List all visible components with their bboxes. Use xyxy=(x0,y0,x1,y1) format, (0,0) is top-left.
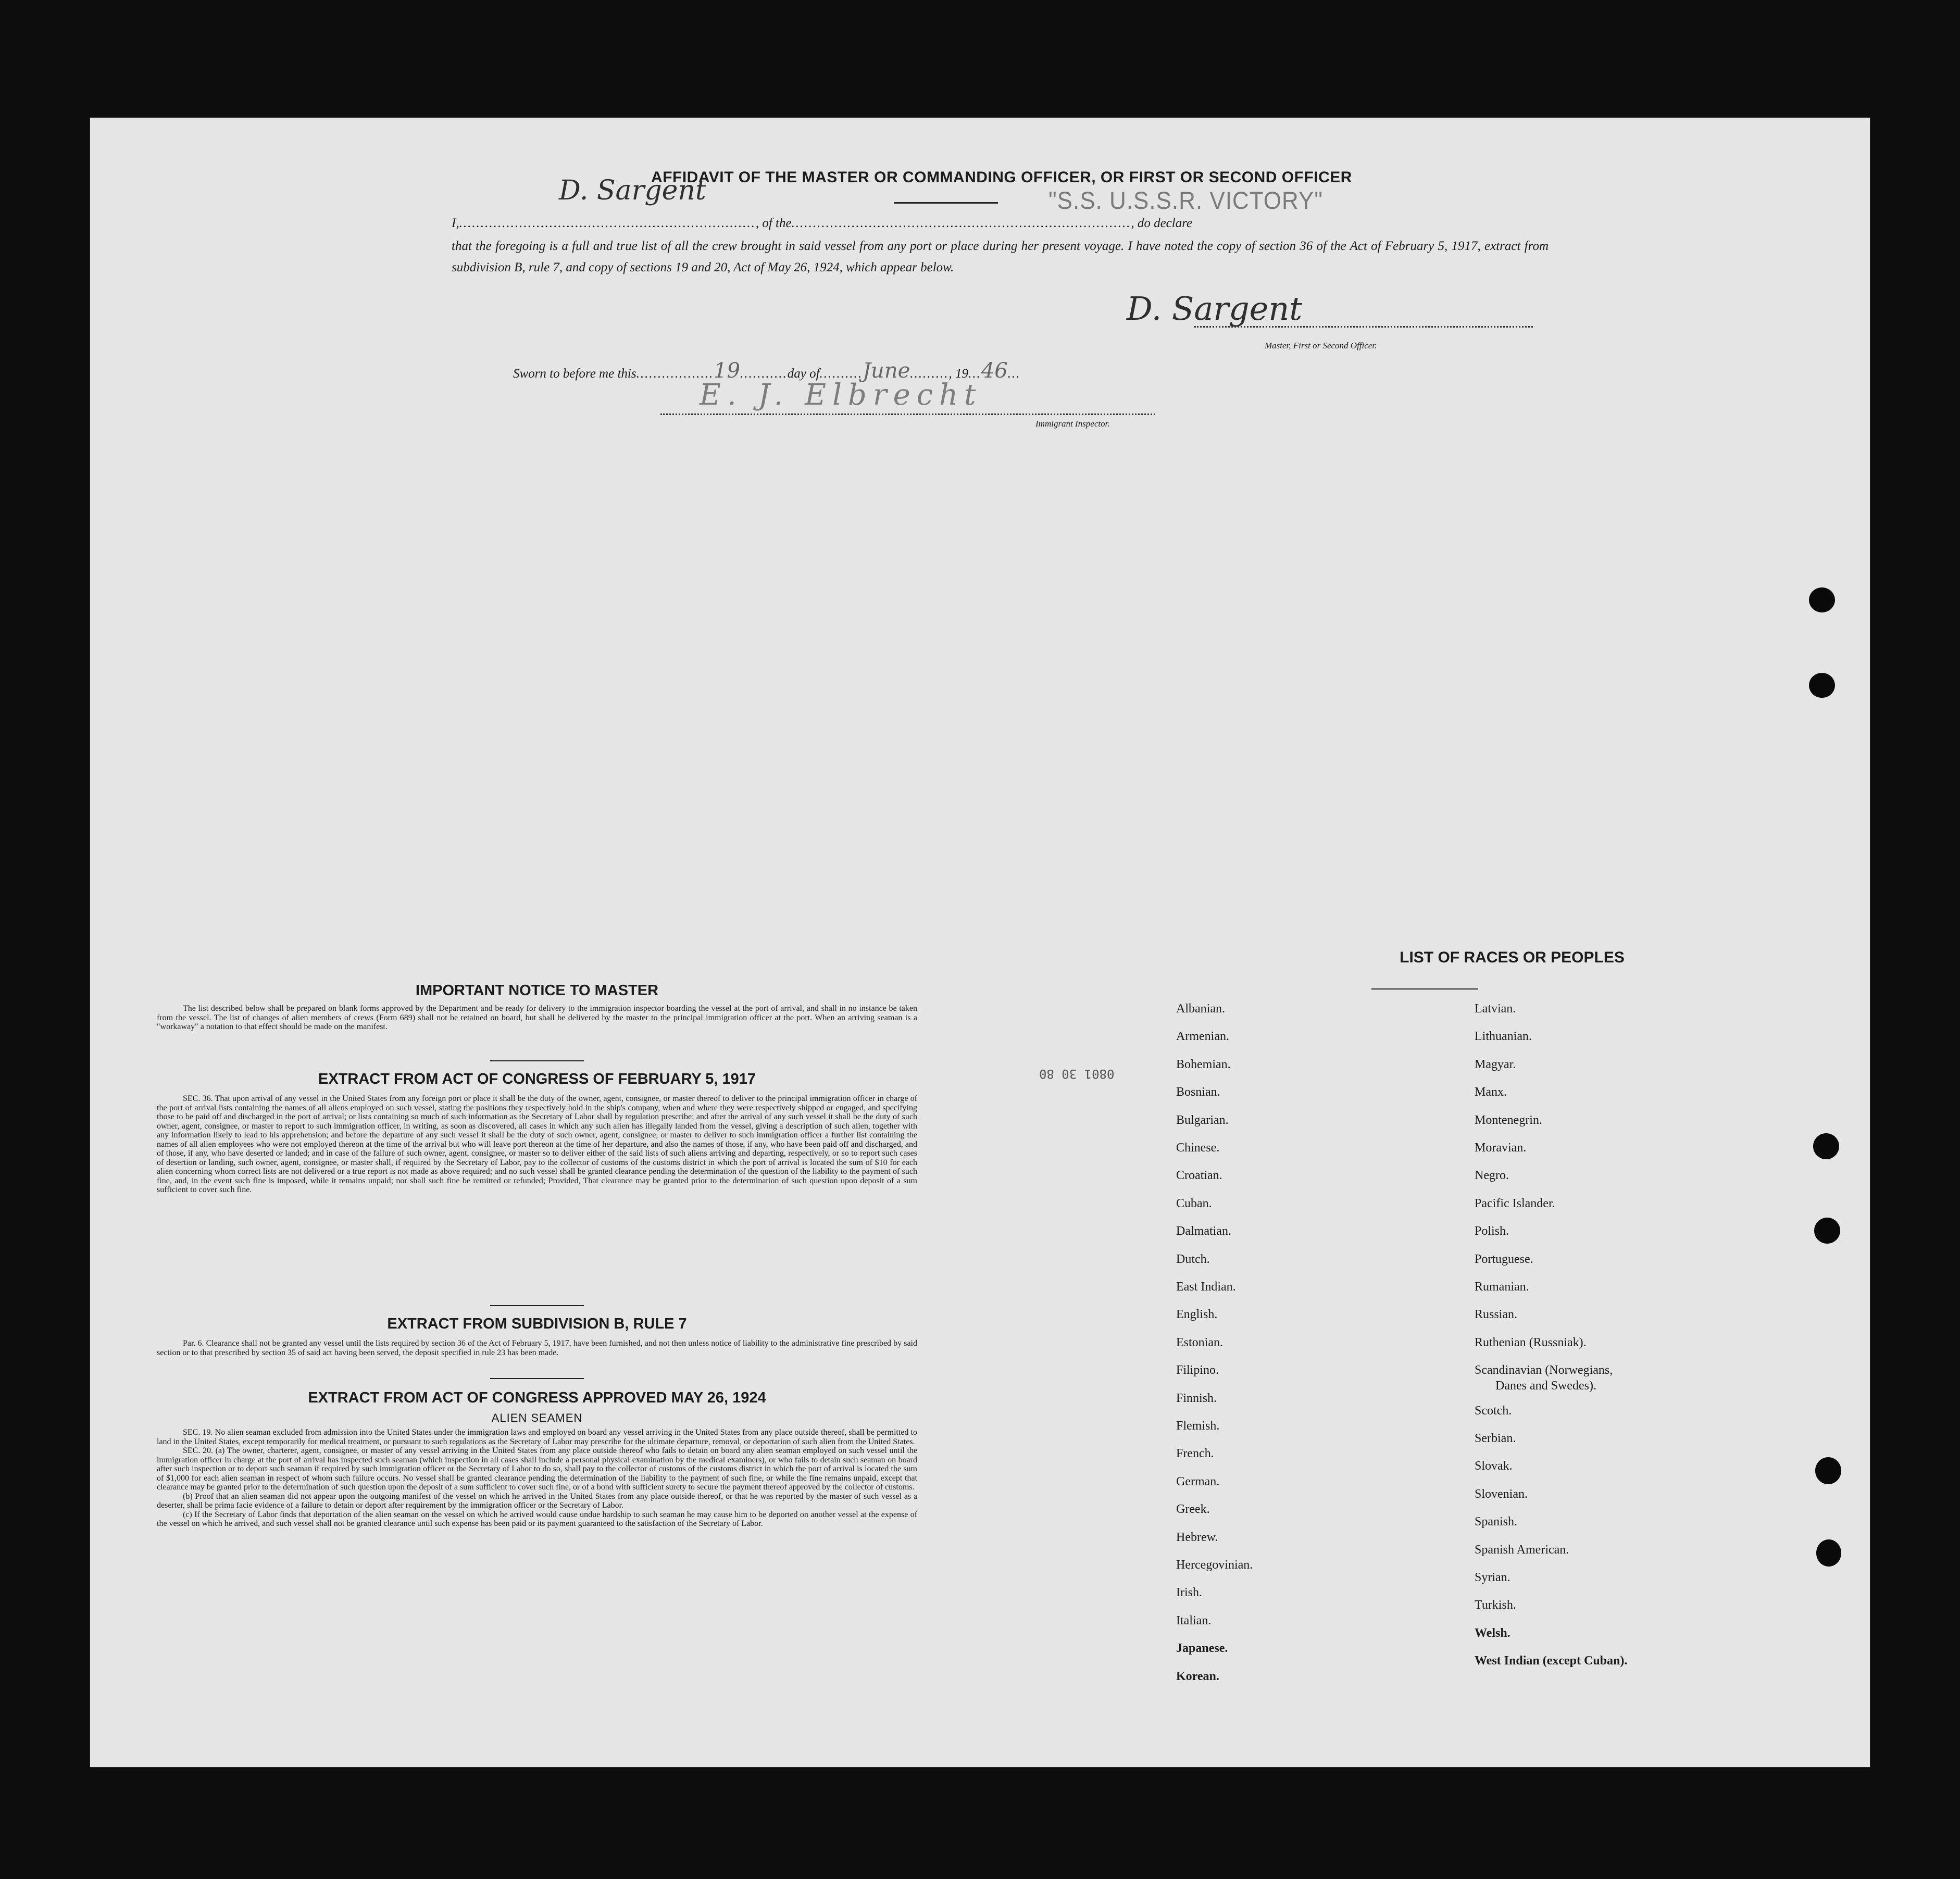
handwritten-name: D. Sargent xyxy=(559,175,706,206)
race-item: Welsh. xyxy=(1475,1626,1510,1640)
inspector-caption: Immigrant Inspector. xyxy=(1035,419,1110,429)
section-divider xyxy=(490,1378,584,1379)
race-item: Cuban. xyxy=(1176,1196,1212,1210)
notice-title: IMPORTANT NOTICE TO MASTER xyxy=(415,982,659,999)
race-item: Negro. xyxy=(1475,1169,1509,1183)
race-item: German. xyxy=(1176,1474,1220,1488)
declaration-prefix: I, xyxy=(452,216,459,230)
signature-dotted-line xyxy=(1194,326,1533,328)
sworn-day: 19 xyxy=(714,359,740,383)
races-title: LIST OF RACES OR PEOPLES xyxy=(1400,949,1625,966)
race-item: Ruthenian (Russniak). xyxy=(1475,1335,1587,1349)
race-item: Flemish. xyxy=(1176,1419,1220,1433)
race-item: Slovenian. xyxy=(1475,1487,1528,1501)
race-item: Hercegovinian. xyxy=(1176,1558,1253,1572)
punch-hole xyxy=(1813,1133,1839,1159)
extract-1924-subtitle: ALIEN SEAMEN xyxy=(491,1411,583,1424)
race-item: West Indian (except Cuban). xyxy=(1475,1654,1628,1668)
race-item: Serbian. xyxy=(1475,1432,1516,1445)
race-item: Syrian. xyxy=(1475,1571,1510,1584)
declaration-suffix: , do declare xyxy=(1131,216,1193,230)
race-item: Scandinavian (Norwegians, xyxy=(1475,1363,1613,1377)
extract-1917-paragraph: SEC. 36. That upon arrival of any vessel in the United States from any foreign port or place it shall be the duty of the owner, agent, consignee, or master thereof to deliver to the principal immigration officer in charge of the port of arrival lists containing the names of all aliens employed on such vessel, stating the positions they respectively hold in the ship's company, when and where they were respectively shipped or engaged, and specifying those to be paid off and discharged in the port of arrival; or lists containing so much of such information as the Secretary of Labor shall by regulation prescribe; and after the arrival of any such vessel it shall be the duty of such owner, agent, consignee, or master to report to such immigration officer, in writing, as soon as discovered, all cases in which any such alien has illegally landed from the vessel, giving a description of such alien, together with any information likely to lead to his apprehension; and before the departure of any such vessel it shall be the duty of such owner, agent, consignee, or master to deliver to such immigration officer a further list containing the names of all alien employees who were not employed thereon at the time of the arrival but who will leave port thereon at the time of her departure, and also the names of those, if any, who have been paid off and discharged, and of those, if any, who have deserted or landed; and in case of the failure of such owner, agent, consignee, or master so to deliver either of the said lists of such aliens arriving and departing, respectively, or so to report such cases of desertion or landing, such owner, agent, consignee, or master shall, if required by the Secretary of Labor, pay to the collector of customs of the customs district in which the port of arrival is located the sum of $10 for each alien concerning whom correct lists are not delivered or a true report is not made as above required; and no such vessel shall be granted clearance pending the determination of the question of the liability to the payment of such fine, and, in the event such fine is imposed, while it remains unpaid; nor shall such fine be remitted or refunded; Provided, That clearance may be granted prior to the determination of such question upon deposit of a sum sufficient to cover such fine. xyxy=(157,1094,917,1194)
sec20a-paragraph: SEC. 20. (a) The owner, charterer, agent, consignee, or master of any vessel arriving in the United States from any place outside thereof who fails to detain on board any alien seaman employed on such vessel until the immigration officer in charge at the port of arrival has inspected such seaman (which inspection in all cases shall include a personal physical examination by the medical examiners), or who fails to detain such seaman on board after such inspection or to deport such seaman if required by such immigration officer or the Secretary of Labor to do so, shall pay to the collector of customs of the customs district in which the port of arrival is located the sum of $1,000 for each alien seaman in respect of whom such failure occurs. No vessel shall be granted clearance pending the determination of the liability to the payment of such fine, or while the fine remains unpaid, except that clearance may be granted prior to the determination of such question upon the deposit of a sum sufficient to cover such fine, or of a bond with sufficient surety to secure the payment thereof approved by the collector of customs. xyxy=(157,1446,917,1492)
extract-1924-title: EXTRACT FROM ACT OF CONGRESS APPROVED MAY 26, 1924 xyxy=(308,1389,766,1406)
race-item: Danes and Swedes). xyxy=(1495,1379,1596,1393)
title-divider xyxy=(894,202,998,204)
race-item: Russian. xyxy=(1475,1308,1518,1322)
race-item: Montenegrin. xyxy=(1475,1113,1542,1127)
punch-hole xyxy=(1809,673,1835,698)
race-item: Latvian. xyxy=(1475,1002,1516,1016)
race-item: Manx. xyxy=(1475,1085,1507,1099)
extract-rule7-title: EXTRACT FROM SUBDIVISION B, RULE 7 xyxy=(387,1316,687,1332)
notice-paragraph: The list described below shall be prepared on blank forms approved by the Department and be ready for delivery to the immigration inspector boarding the vessel at the port of arrival, and shall in no instance be taken from the vessel. The list of changes of alien members of crews (Form 689) shall not be retained on board, but shall be delivered by the master to the principal immigration officer at the port. When an arriving seaman is a "workaway" a notation to that effect should be made on the manifest. xyxy=(157,1004,917,1031)
sworn-day-label: day of xyxy=(787,367,820,381)
inspector-signature: E. J. Elbrecht xyxy=(700,378,982,412)
document-sheet xyxy=(90,118,1870,1767)
sworn-year-prefix: , 19 xyxy=(948,367,968,381)
race-item: Estonian. xyxy=(1176,1335,1223,1349)
race-item: Lithuanian. xyxy=(1475,1030,1532,1044)
section-divider xyxy=(490,1305,584,1306)
race-item: Scotch. xyxy=(1475,1404,1512,1418)
race-item: Turkish. xyxy=(1475,1598,1516,1612)
races-divider xyxy=(1371,988,1478,989)
race-item: Korean. xyxy=(1176,1669,1219,1683)
race-item: French. xyxy=(1176,1447,1214,1461)
sec19-paragraph: SEC. 19. No alien seaman excluded from admission into the United States under the immigration laws and employed on board any vessel arriving in the United States from any place outside thereof, shall be permitted to land in the United States, except temporarily for medical treatment, or pursuant to such regulations as the Secretary of Labor may prescribe for the ultimate departure, removal, or deportation of such alien from the United States. xyxy=(157,1428,917,1446)
sworn-line: Sworn to before me this..................19...........day of..........June........., 19...46... xyxy=(513,359,1021,383)
declaration-line xyxy=(452,212,1545,234)
race-item: Bosnian. xyxy=(1176,1085,1220,1099)
extract-rule7-paragraph: Par. 6. Clearance shall not be granted any vessel until the lists required by section 36 of the Act of February 5, 1917, have been furnished, and not then unless notice of liability to the administrative fine prescribed by said section or to that prescribed by section 35 of said act having been served, the deposit specified in rule 23 has been made. xyxy=(157,1339,917,1357)
dotted-fill: ..................................................................... xyxy=(459,216,756,230)
race-item: Armenian. xyxy=(1176,1030,1229,1044)
master-signature: D. Sargent xyxy=(1127,290,1303,328)
race-item: Irish. xyxy=(1176,1586,1202,1600)
race-item: Moravian. xyxy=(1475,1141,1527,1155)
race-item: Chinese. xyxy=(1176,1141,1220,1155)
sec20c-paragraph: (c) If the Secretary of Labor finds that deportation of the alien seaman on the vessel on which he arrived would cause undue hardship to such seaman he may cause him to be deported on another vessel at the expense of the vessel on which he arrived, and such vessel shall not be granted clearance until such expense has been paid or its payment guaranteed to the satisfaction of the Secretary of Labor. xyxy=(157,1510,917,1528)
race-item: East Indian. xyxy=(1176,1280,1236,1294)
races-left-column xyxy=(1176,1002,1384,1710)
race-item: Dalmatian. xyxy=(1176,1224,1231,1238)
race-item: Croatian. xyxy=(1176,1169,1222,1183)
race-item: Rumanian. xyxy=(1475,1280,1529,1294)
punch-hole xyxy=(1816,1539,1841,1567)
race-item: Bohemian. xyxy=(1176,1057,1231,1071)
dotted-fill: ............................................................................... xyxy=(791,216,1131,230)
affidavit-title: AFFIDAVIT OF THE MASTER OR COMMANDING OFFICER, OR FIRST OR SECOND OFFICER xyxy=(651,169,1352,186)
punch-hole xyxy=(1814,1218,1840,1244)
vessel-stamp: "S.S. U.S.S.R. VICTORY" xyxy=(1048,187,1323,215)
notice-text xyxy=(157,1004,917,1032)
extract-1917-text xyxy=(157,1094,917,1195)
race-item: Hebrew. xyxy=(1176,1530,1218,1544)
stamp-number: 0801 30 80 xyxy=(1039,1067,1115,1081)
race-item: Greek. xyxy=(1176,1502,1210,1517)
races-right-column xyxy=(1475,1002,1787,1710)
extract-1924-text xyxy=(157,1428,917,1529)
punch-hole xyxy=(1815,1457,1841,1484)
race-item: Portuguese. xyxy=(1475,1252,1533,1266)
race-item: Pacific Islander. xyxy=(1475,1196,1555,1210)
punch-hole xyxy=(1809,587,1835,612)
signature-caption: Master, First or Second Officer. xyxy=(1265,341,1377,350)
race-item: Bulgarian. xyxy=(1176,1113,1229,1127)
race-item: Polish. xyxy=(1475,1224,1509,1238)
sworn-month: June xyxy=(863,359,910,383)
section-divider xyxy=(490,1060,584,1061)
race-item: Spanish American. xyxy=(1475,1543,1569,1557)
extract-1917-title: EXTRACT FROM ACT OF CONGRESS OF FEBRUARY 5, 1917 xyxy=(318,1071,756,1087)
sworn-year: 46 xyxy=(981,359,1008,383)
race-item: Albanian. xyxy=(1176,1002,1225,1016)
race-item: Finnish. xyxy=(1176,1391,1217,1405)
race-item: Dutch. xyxy=(1176,1252,1210,1266)
sworn-prefix: Sworn to before me this xyxy=(513,367,636,381)
race-item: Japanese. xyxy=(1176,1642,1228,1656)
sec20b-paragraph: (b) Proof that an alien seaman did not appear upon the outgoing manifest of the vessel on which he arrived in the United States from any place outside thereof, or that he was reported by the master of such vessel as a deserter, shall be prima facie evidence of a failure to detain or deport after requirement by the immigration officer or the Secretary of Labor. xyxy=(157,1492,917,1510)
race-item: Italian. xyxy=(1176,1613,1212,1627)
race-item: English. xyxy=(1176,1308,1218,1322)
inspector-dotted-line xyxy=(660,414,1155,415)
declaration-body: that the foregoing is a full and true list of all the crew brought in said vessel from any port or place during her present voyage. I have noted the copy of section 36 of the Act of February 5, 1917, extract from subdivision B, rule 7, and copy of sections 19 and 20, Act of May 26, 1924, which appear below. xyxy=(452,239,1549,274)
extract-rule7-text xyxy=(157,1339,917,1357)
declaration-of: , of the xyxy=(755,216,792,230)
race-item: Filipino. xyxy=(1176,1363,1219,1377)
race-item: Spanish. xyxy=(1475,1515,1518,1529)
race-item: Slovak. xyxy=(1475,1459,1513,1473)
race-item: Magyar. xyxy=(1475,1057,1516,1071)
